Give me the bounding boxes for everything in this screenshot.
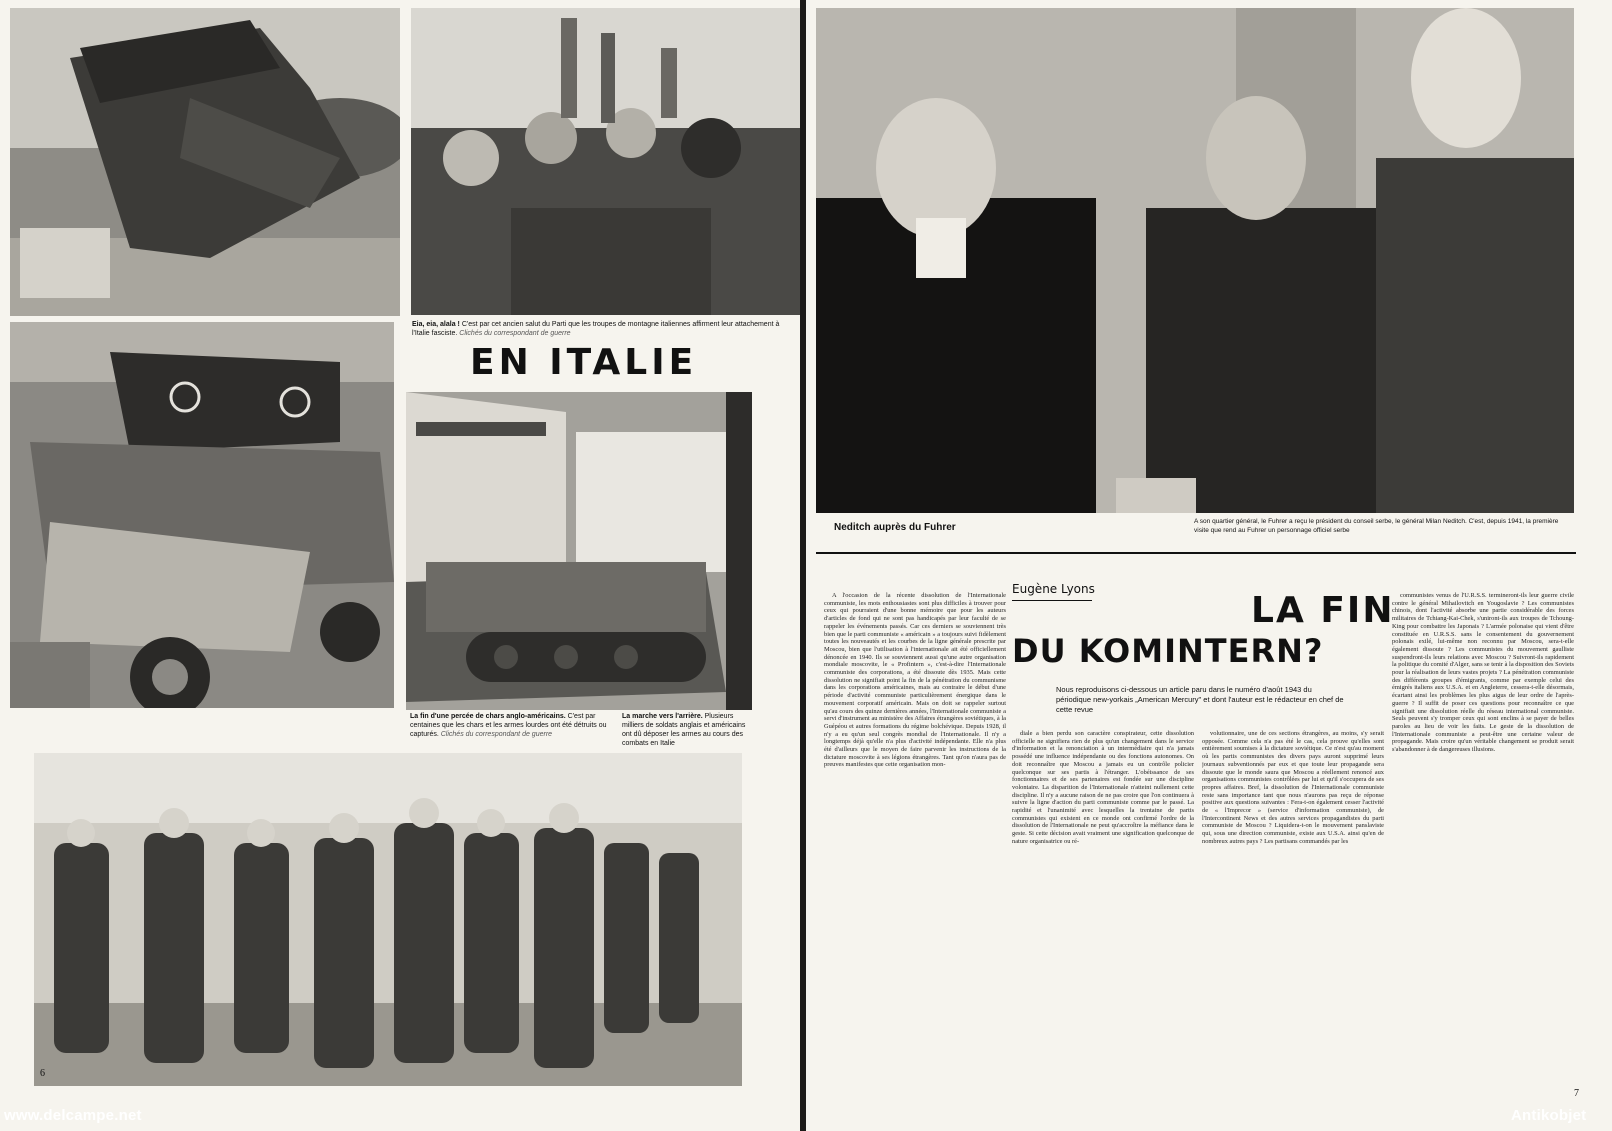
photo-neditch-fuhrer (816, 8, 1574, 513)
photo-wrecked-vehicles (10, 322, 394, 708)
column-text: communistes venus de l'U.R.S.S. termineront-ils leur guerre civile contre le général Mihailovitch en Yougoslavie ? Les communistes chinois, dont l'activité absorbe une partie considérable des forces militaires de Tchiang-Kai-Chek, s'uniront-ils aux troupes de Tchoung-King pour combattre les Japonais ? L'armée polonaise qui vient d'être constituée en U.R.S.S. sans le consentement du gouvernement polonais exilé, lui-même non reconnu par Moscou, sera-t-elle également dissoute ? Les communistes du mouvement gaulliste suspendront-ils leurs relations avec Moscou ? Suivront-ils rapidement la politique du comité d'Alger, sans se tenir à la disposition des Soviets pour la réalisation de leurs vastes projets ? La pénétration communiste des différents groupes d'émigrants, comme par exemple celui des émigrés italiens aux U.S.A. et en Angleterre, cessera-t-elle désormais, écartant ainsi les problèmes les plus aigus de leur ordre de l'après-guerre ? Il suffit de poser ces questions pour reconnaître ce que signifiait une dissolution réelle du réseau international communiste. Seuls peuvent s'y tromper ceux qui sont enclins à se payer de belles paroles au lieu de voir les faits. Le geste de la dissolution de l'Internationale communiste a peut-être une certaine valeur de propagande. Mais croire qu'un véritable changement se produit serait s'abandonner à de dangereuses illusions. (1392, 592, 1574, 754)
photo-caption-text: A son quartier général, le Fuhrer a reçu le président du conseil serbe, le général Milan Neditch. C'est, depuis 1941, la première visite que rend au Fuhrer un personnage officiel serbe (1194, 518, 1559, 534)
caption-bold: Eia, eia, alala ! (412, 321, 460, 328)
column-text: diale a bien perdu son caractère conspirateur, cette dissolution officielle ne signifiera rien de plus qu'un changement dans le service d'information et la renonciation à un intermédiaire qui n'a jamais possédé une influence indépendante ou des fonctions autonomes. On doit reconnaître que Moscou a jamais eu un contrôle policier quelconque sur ses partis à l'étranger. L'obéissance de ses fonctionnaires et de ses partenaires est fondée sur une discipline volontaire. La disparition de l'Internationale n'atteint nullement cette discipline. Il n'y a aucune raison de ne pas croire que l'on continuera à suivre la ligne d'action du parti communiste comme par le passé. La rapidité et l'unanimité avec lesquelles la trentaine de partis communistes qui existent en ce monde ont confirmé l'ordre de la dissolution de l'Internationale ne peut qu'accroître la méfiance dans le geste. Si cette décision avait vraiment une signification quelconque de nature organisatrice ou ré- (1012, 730, 1194, 845)
caption-wrecked-vehicles (410, 712, 615, 739)
right-page (806, 0, 1612, 1131)
caption-text: Plusieurs milliers de soldats anglais et américains ont dû déposer les armes au cours des combats en Italie (622, 713, 746, 747)
headline-la-fin: LA FIN (1251, 590, 1395, 631)
caption-bold: La fin d'une percée de chars anglo-américains. (410, 713, 566, 720)
article-column-1 (824, 592, 1006, 1084)
photo-caption-title: Neditch auprès du Fuhrer (834, 522, 956, 533)
caption-text: C'est par centaines que les chars et les armes lourdes ont été détruits ou capturés. (410, 713, 607, 738)
article-column-2 (1012, 730, 1194, 1084)
headline-en-italie: EN ITALIE (470, 342, 698, 383)
caption-text: C'est par cet ancien salut du Parti que les troupes de montagne italiennes affirment leur attachement à l'Italie fasciste. (412, 321, 780, 337)
article-column-4 (1392, 592, 1574, 1084)
column-text: A l'occasion de la récente dissolution de l'Internationale communiste, les mots enthousiastes sont plus difficiles à trouver pour ceux qui pourraient d'une bonne mémoire que pour les auteurs d'articles de fond qui ne sont pas handicapés par leur faculté de se rappeler les événements passés. Car ces derniers se souviennent très bien que le parti communiste « américain » a toujours suivi fidèlement toutes les nouveautés et les courbes de la ligne générale prescrite par Moscou, bien que l'utilisation à l'internationale ait été officiellement dénoncée en 1940. Ils se souviennent aussi qu'une autre organisation mondiale moscovite, le « Profintern », c'est-à-dire l'Internationale communiste des corporations, a été dissoute dès 1935. Mais cette dissolution ne signifiait point la fin de la pénétration du communisme dans les corporations américaines, mais au contraire le début d'une période d'activité communiste particulièrement énergique dans le mouvement corporatif américain. Mais on doit se rappeler surtout qu'au cours des quinze dernières années, l'Internationale communiste a servi d'instrument au ministère des Affaires étrangères soviétiques, à la Guépéou et autres formations du régime bolchévique. Depuis 1928, il n'y a eu qu'un seul congrès mondial de l'Internationale. Il n'y a longtemps déjà qu'elle n'a plus d'activité indépendante. Elle n'a plus été d'ailleurs que le moyen de faire parvenir les instructions de la dictature moscovite à ses légions étrangères. Tant qu'on n'aura pas de preuves manifestes que cette organisation mon- (824, 592, 1006, 769)
caption-saluting-troops (412, 320, 797, 338)
left-page (0, 0, 800, 1131)
article-column-3 (1202, 730, 1384, 1084)
photo-overturned-tank (10, 8, 400, 316)
author-rule (1012, 600, 1092, 601)
caption-bold: La marche vers l'arrière. (622, 713, 703, 720)
caption-march-rear (622, 712, 752, 748)
article-intro: Nous reproduisons ci-dessous un article paru dans le numéro d'août 1943 du périodique new-yorkais „American Mercury" et dont l'auteur est le rédacteur en chef de cette revue (1056, 685, 1344, 714)
watermark-antikobjet: Antikobjet (1511, 1107, 1587, 1124)
caption-credit: Clichés du correspondant de guerre (459, 330, 571, 337)
page-number-right: 7 (1574, 1088, 1579, 1099)
watermark-delcampe: www.delcampe.net (4, 1107, 142, 1124)
photo-marching-prisoners (34, 753, 742, 1086)
divider-rule (816, 552, 1576, 554)
photo-tracked-carrier (406, 392, 752, 710)
author-name: Eugène Lyons (1012, 582, 1095, 596)
page-number-left: 6 (40, 1068, 45, 1079)
caption-credit: Clichés du correspondant de guerre (440, 731, 553, 738)
photo-saluting-troops (411, 8, 800, 315)
headline-komintern: DU KOMINTERN? (1012, 632, 1324, 670)
column-text: volutionnaire, une de ces sections étrangères, au moins, s'y serait opposée. Comme cela n'a pas été le cas, cela prouve qu'elles sont entièrement soumises à la dictature soviétique. Ce n'est qu'au moment où les partis communistes des divers pays auront supprimé leurs journaux subventionnés par eux et que toute leur propagande sera dissoute que le monde saura que Moscou a réellement renoncé aux organisations communistes contrôlées par lui et qu'il s'occupera de ses propres affaires. Bref, la dissolution de l'Internationale communiste reste sans importance tant que nous n'aurons pas reçu de réponse positive aux questions suivantes : Fera-t-on également cesser l'activité de « l'Imprecor » (service d'information communiste), de l'Intercontinent News et des autres services propagandistes du parti communiste de Moscou ? Liquidera-t-on le mouvement panslaviste qui, sous une direction communiste, existe aux U.S.A. ainsi qu'en de nombreux autres pays ? Les partisans commandés par les (1202, 730, 1384, 845)
